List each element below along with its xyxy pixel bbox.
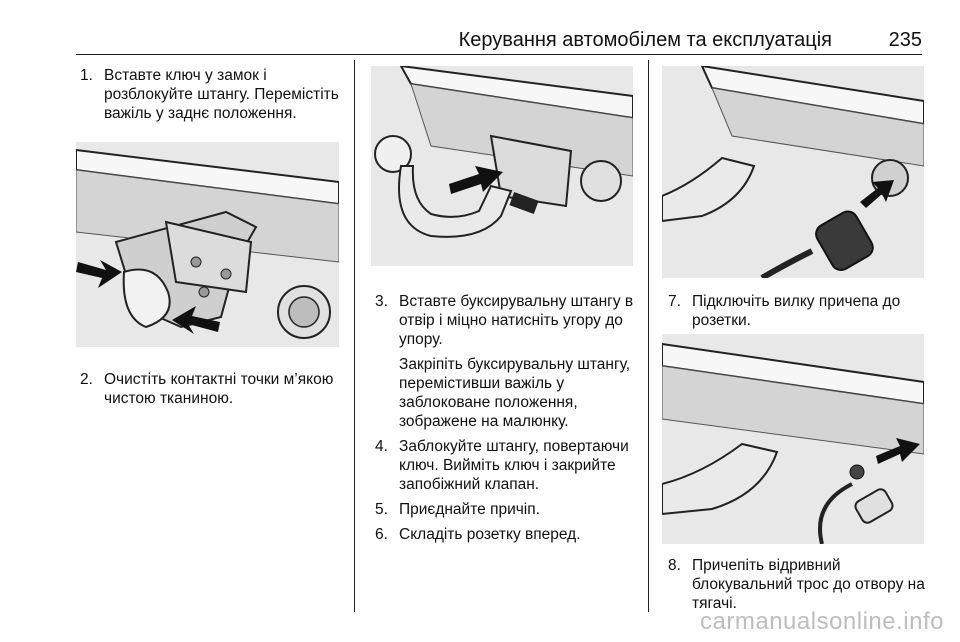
column-1 [80,66,342,129]
step-4 [375,437,637,494]
step-number: 4. [375,438,388,455]
step-number: 6. [375,526,388,543]
illustration-unlock-lever [76,142,339,347]
step-text: Підключіть вилку причепа до розетки. [692,293,901,329]
column-1-lower [80,370,350,414]
step-text: Приєднайте причіп. [399,501,540,518]
step-8 [668,556,930,613]
illustration-breakaway-cable [662,334,924,544]
step-3 [375,292,637,431]
column-3-step-7 [668,292,924,336]
illustration-plug-socket [662,66,924,278]
step-6 [375,525,637,544]
step-number: 7. [668,293,681,310]
step-number: 5. [375,501,388,518]
step-text: Вставте буксирувальну штангу в отвір і міцно натисніть угору до упору. [399,293,634,348]
header-title: Керування автомобілем та експлуатація [458,29,832,51]
step-number: 8. [668,557,681,574]
watermark: carmanualsonline.info [700,608,944,635]
step-1 [80,66,342,123]
illustration-insert-towbar [371,66,633,266]
column-divider-2 [648,60,649,612]
step-text-continued: Закріпіть буксирувальну штангу, перемістивши важіль у заблоковане положення, зображене на малюнку. [399,356,631,430]
step-number: 1. [80,67,93,84]
step-text: Очистіть контактні точки м’якою чистою тканиною. [104,371,334,407]
column-2-steps [375,292,637,550]
page-header [76,28,922,52]
step-number: 3. [375,293,388,310]
step-number: 2. [80,371,93,388]
step-2 [80,370,350,408]
page-number: 235 [888,29,922,51]
column-divider-1 [354,60,355,612]
step-text: Вставте ключ у замок і розблокуйте штангу. Перемістіть важіль у заднє положення. [104,67,339,122]
step-text: Заблокуйте штангу, повертаючи ключ. Вийміть ключ і закрийте запобіжний клапан. [399,438,629,493]
step-7 [668,292,924,330]
header-rule [76,54,922,55]
step-text: Складіть розетку вперед. [399,526,581,543]
step-text: Причепіть відривний блокувальний трос до отвору на тягачі. [692,557,925,612]
step-5 [375,500,637,519]
